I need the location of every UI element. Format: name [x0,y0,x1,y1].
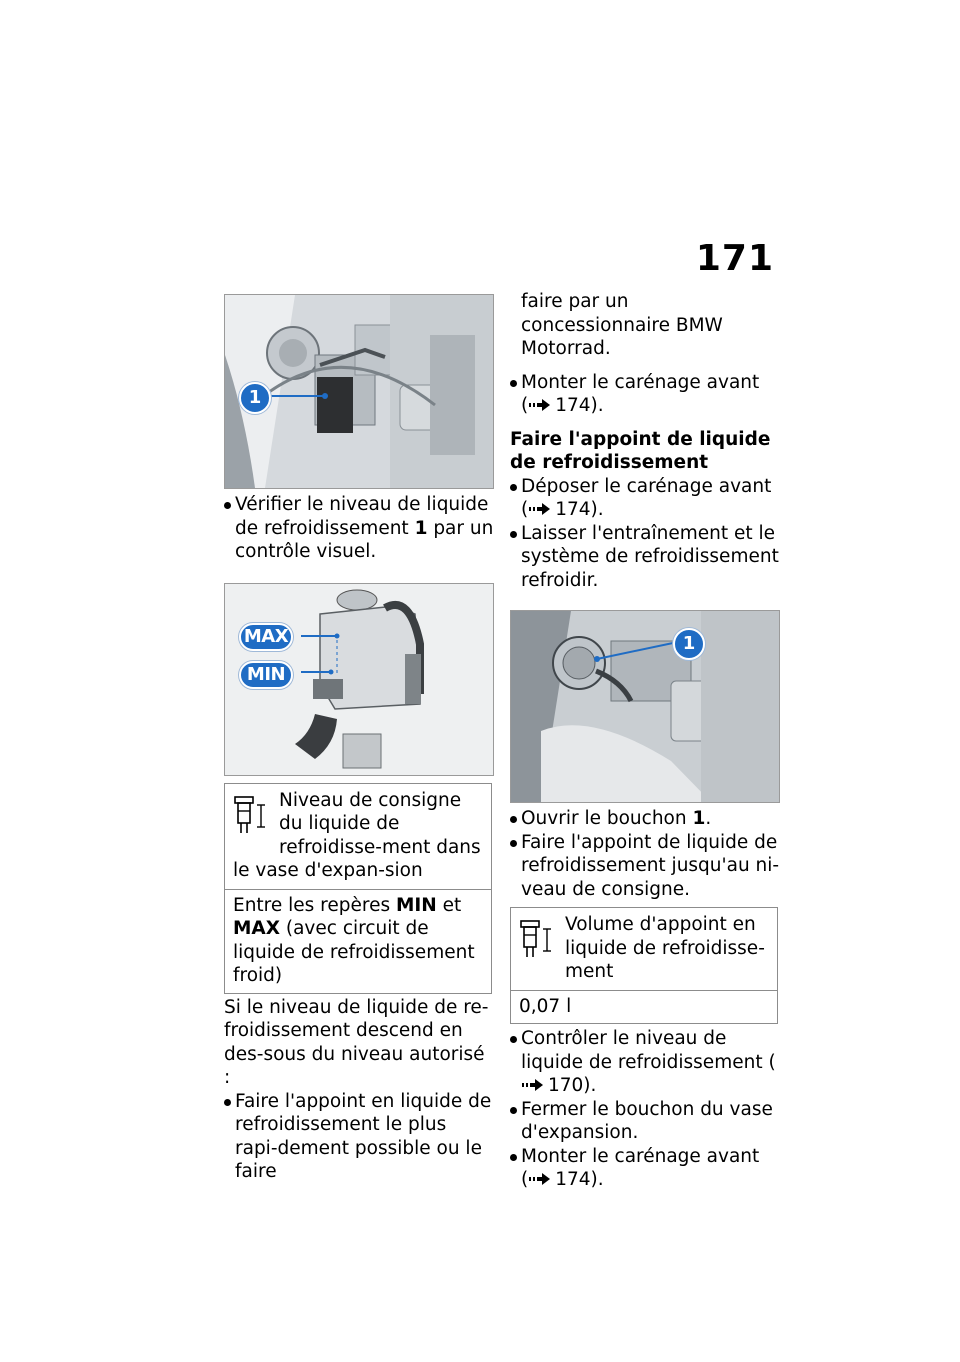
spec-box-target-level [224,783,492,994]
spec-value: 0,07 l [519,995,572,1017]
left-column [224,294,494,1184]
label-max: MAX [239,623,293,651]
bullet-remove-fairing: Déposer le carénage avant ( 174). [510,475,780,522]
continuation-text: faire par un concessionnaire BMW Motorrad. [521,291,723,359]
bullet-mount-fairing-2: Monter le carénage avant ( 174). [510,1145,780,1192]
bullet-mount-fairing-1: Monter le carénage avant ( 174). [510,371,780,418]
label-min: MIN [239,661,293,689]
arrow-right-icon [529,1173,551,1185]
page-number: 171 [695,238,774,279]
fluid-level-icon [233,795,271,835]
paragraph-below-minimum: Si le niveau de liquide de re-froidissement descend en des-sous du niveau autorisé : [224,996,489,1088]
callout-1: 1 [239,382,271,414]
arrow-right-icon [529,399,551,411]
photo-reservoir-cap [510,610,780,803]
spec-box-fill-volume [510,907,778,1024]
bullet-close-cap: Fermer le bouchon du vase d'expansion. [510,1098,780,1145]
spec-title: Niveau de consigne du liquide de refroidisse-ment dans le vase d'expan-sion [225,784,491,890]
fluid-level-icon [519,919,557,959]
right-column [510,290,780,1192]
callout-1: 1 [673,628,705,660]
bullet-open-cap: Ouvrir le bouchon 1. [510,807,780,831]
bullet-check-level: Vérifier le niveau de liquide de refroidissement 1 par un contrôle visuel. [224,493,494,564]
engine-bay-cap-illustration [511,611,779,802]
bullet-refill-asap: Faire l'appoint en liquide de refroidissement le plus rapi-dement possible ou le faire [224,1090,494,1184]
bullet-let-cool: Laisser l'entraînement et le système de refroidissement refroidir. [510,522,780,593]
bullet-fill-coolant: Faire l'appoint de liquide de refroidissement jusqu'au ni-veau de consigne. [510,831,780,902]
spec-title: Volume d'appoint en liquide de refroidisse-ment [511,908,777,991]
bullet-check-level: Contrôler le niveau de liquide de refroidissement (170). [510,1027,780,1098]
section-heading: Faire l'appoint de liquide de refroidissement [510,428,771,473]
photo-coolant-reservoir-levels [224,583,494,776]
spec-value: Entre les repères MIN et MAX (avec circuit de liquide de refroidissement froid) [233,894,475,986]
arrow-right-icon [522,1079,544,1091]
arrow-right-icon [529,503,551,515]
photo-coolant-reservoir-installed [224,294,494,489]
